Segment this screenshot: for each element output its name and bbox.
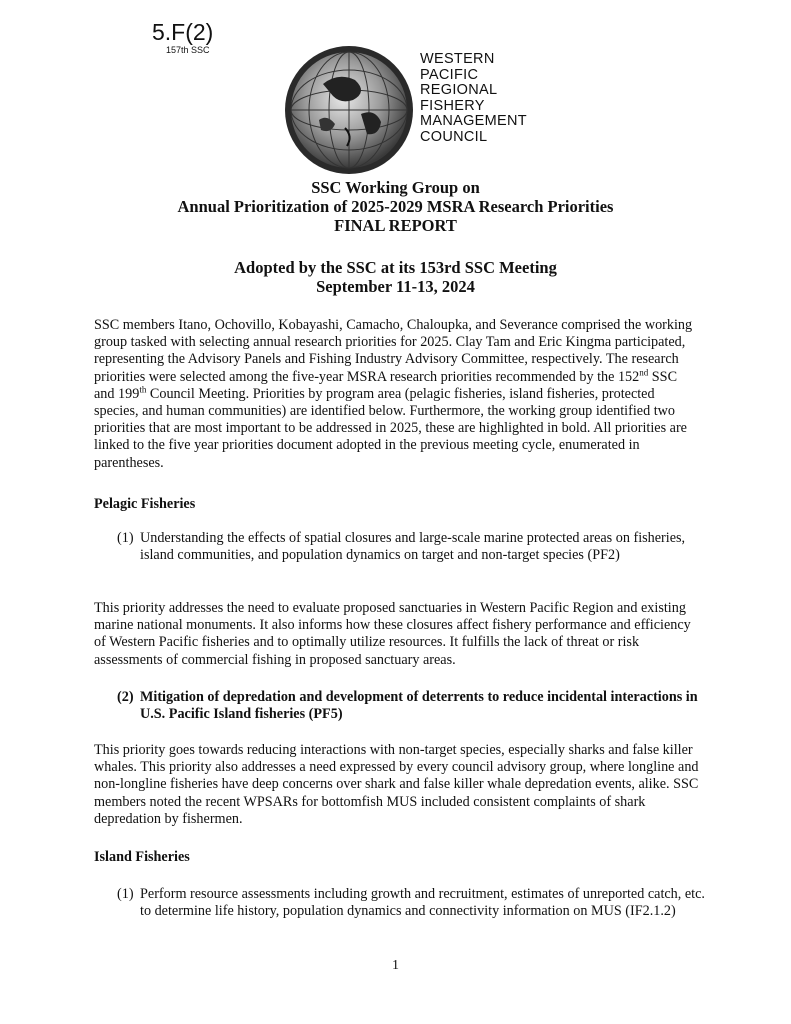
list-item [117,886,705,920]
report-title [0,178,791,235]
item-number: (1) [117,530,134,546]
adoption-line-2: September 11-13, 2024 [316,277,475,296]
org-line: REGIONAL [420,82,498,99]
org-line: FISHERY [420,97,485,114]
item-number: (2) [117,689,134,705]
section-heading-island: Island Fisheries [94,849,190,865]
pelagic-paragraph-2: This priority goes towards reducing interactions with non-target species, especially sharks and false killer whales. This priority also addresses a need expressed by every council advisory group, where longline and non-longline fisheries have deep concerns over shark and false killer whale depredation events, alike. SSC members noted the recent WPSARs for bottomfish MUS included consistent complaints of shark depredation by fishermen. [94,742,699,827]
intro-paragraph: SSC members Itano, Ochovillo, Kobayashi, Camacho, Chaloupka, and Severance comprised the working group tasked with selecting annual research priorities for 2025. Clay Tam and Eric Kingma participated, representing the Advisory Panels and Fishing Industry Advisory Committee, respectively. The research priorities were selected among the five-year MSRA research priorities recommended by the 152nd SSC and 199th Council Meeting. Priorities by program area (pelagic fisheries, island fisheries, protected species, and human communities) are identified below. Furthermore, the working group identified two priorities that are most important to be addressed in 2025, these are highlighted in bold. All priorities are linked to the five year priorities document adopted in the previous meeting cycle, enumerated in parentheses. [94,317,693,471]
org-line: WESTERN [420,51,495,67]
council-seal-logo [283,44,415,176]
agenda-code: 5.F(2) [152,19,214,45]
title-line-2: Annual Prioritization of 2025-2029 MSRA Research Priorities [177,197,614,216]
title-line-1: SSC Working Group on [311,178,480,197]
section-heading-pelagic: Pelagic Fisheries [94,496,196,512]
list-item [117,530,705,564]
adoption-line-1: Adopted by the SSC at its 153rd SSC Meeting [234,258,557,277]
item-text: Understanding the effects of spatial closures and large-scale marine protected areas on fisheries, island communities, and population dynamics on target and non-target species (PF2) [140,530,686,564]
agenda-meeting: 157th SSC [166,45,210,55]
agenda-label [152,20,232,55]
org-line: COUNCIL [420,128,488,145]
organization-name [420,52,527,146]
title-line-3: FINAL REPORT [334,216,457,235]
item-text: Mitigation of depredation and development of deterrents to reduce incidental interactions in U.S. Pacific Island fisheries (PF5) [140,689,698,723]
item-number: (1) [117,886,134,902]
list-item-priority [117,689,705,723]
org-line: MANAGEMENT [420,113,527,130]
item-text: Perform resource assessments including growth and recruitment, estimates of unreported catch, etc. to determine life history, population dynamics and connectivity information on MUS (IF2.1.2) [140,886,705,920]
org-line: PACIFIC [420,66,479,83]
page-number: 1 [392,958,399,973]
pelagic-paragraph-1: This priority addresses the need to evaluate proposed sanctuaries in Western Pacific Region and existing marine national monuments. It also informs how these closures affect fishery performance and efficiency of Western Pacific fisheries and to optimally utilize resources. It fulfills the lack of threat or risk assessments of commercial fishing in proposed sanctuary areas. [94,600,691,668]
adoption-subtitle [0,258,791,296]
